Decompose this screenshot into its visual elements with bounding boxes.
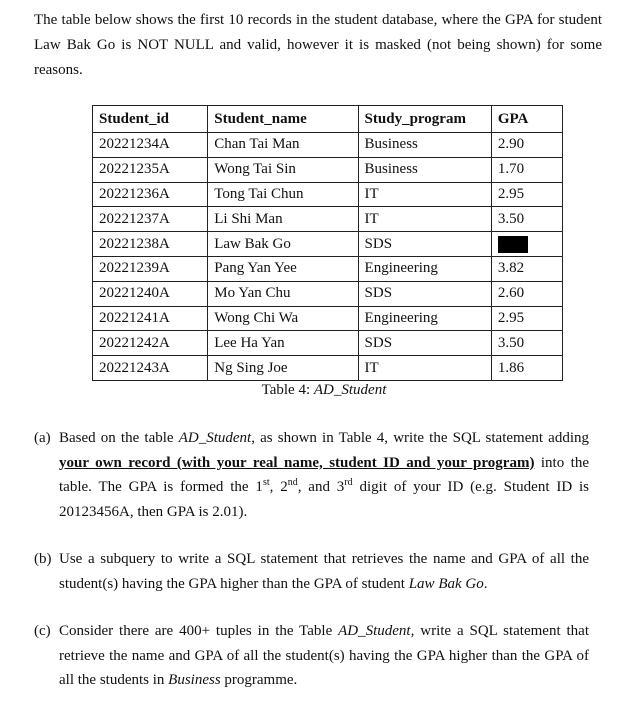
table-row (93, 256, 563, 281)
question-b-part: Use a subquery to write a SQL statement that retrieves the name and GPA of all the student(s) having the GPA higher than the GPA of student (59, 551, 589, 592)
table-header-row (93, 106, 563, 133)
table-row (93, 331, 563, 356)
header-gpa: GPA (491, 106, 562, 133)
cell-student-name: Ng Sing Joe (208, 356, 358, 381)
cell-student-id: 20221239A (93, 256, 208, 281)
cell-student-id: 20221240A (93, 281, 208, 306)
cell-study-program: Engineering (358, 306, 491, 331)
table-row (93, 232, 563, 257)
question-b-marker: (b) (34, 551, 52, 567)
cell-study-program: Engineering (358, 256, 491, 281)
cell-gpa: 3.50 (491, 207, 562, 232)
cell-gpa: 3.82 (491, 256, 562, 281)
cell-study-program: IT (358, 207, 491, 232)
superscript-rd: rd (344, 477, 353, 488)
table-row (93, 133, 563, 158)
header-student-name: Student_name (208, 106, 358, 133)
cell-student-name: Chan Tai Man (208, 133, 358, 158)
cell-student-id: 20221241A (93, 306, 208, 331)
cell-study-program: SDS (358, 232, 491, 257)
cell-gpa: 1.86 (491, 356, 562, 381)
table-row (93, 306, 563, 331)
question-c-marker: (c) (34, 623, 51, 639)
cell-student-id: 20221242A (93, 331, 208, 356)
cell-gpa: 2.90 (491, 133, 562, 158)
cell-gpa: 1.70 (491, 157, 562, 182)
cell-gpa: 2.95 (491, 182, 562, 207)
cell-student-name: Li Shi Man (208, 207, 358, 232)
table-row (93, 281, 563, 306)
table-caption (0, 380, 638, 400)
cell-student-name: Tong Tai Chun (208, 182, 358, 207)
question-b-text (59, 547, 589, 596)
cell-student-id: 20221238A (93, 232, 208, 257)
cell-student-name: Law Bak Go (208, 232, 358, 257)
cell-gpa: 3.50 (491, 331, 562, 356)
table-row (93, 182, 563, 207)
table-row (93, 157, 563, 182)
question-c-part: programme. (220, 672, 298, 688)
question-a-part: into the table. The GPA is formed the 1 (59, 454, 589, 495)
caption-prefix: Table 4: (261, 382, 314, 398)
question-c-part: write a SQL statement that retrieve the name and GPA of all the student(s) having the GPA higher than the GPA of all the students in (59, 623, 589, 688)
cell-study-program: SDS (358, 281, 491, 306)
cell-student-id: 20221234A (93, 133, 208, 158)
student-table (92, 105, 563, 381)
question-a-part: Based on the table (59, 430, 179, 446)
question-a-marker: (a) (34, 430, 51, 446)
table-row (93, 207, 563, 232)
question-a-part: digit of your ID (e.g. Student ID is 20123456A, then GPA is 2.01). (59, 479, 589, 520)
cell-gpa: 2.95 (491, 306, 562, 331)
cell-student-name: Pang Yan Yee (208, 256, 358, 281)
question-b-part: . (483, 575, 488, 592)
cell-student-id: 20221237A (93, 207, 208, 232)
question-a-part: , 2 (269, 479, 288, 495)
question-a-part: , as shown in Table 4, write the SQL statement adding (251, 430, 589, 446)
cell-gpa-masked (491, 232, 562, 257)
cell-student-name: Wong Tai Sin (208, 157, 358, 182)
question-b-student-name: Law Bak Go (408, 575, 484, 592)
question-a-table-name: AD_Student (178, 430, 252, 446)
question-b (34, 547, 589, 596)
cell-study-program: SDS (358, 331, 491, 356)
question-a-emphasis: your own record (with your real name, student ID and your program) (59, 454, 535, 471)
cell-study-program: IT (358, 182, 491, 207)
question-a-text (59, 426, 589, 524)
cell-gpa: 2.60 (491, 281, 562, 306)
superscript-st: st (262, 477, 270, 488)
cell-student-name: Wong Chi Wa (208, 306, 358, 331)
cell-student-id: 20221235A (93, 157, 208, 182)
question-a-part: , and 3 (297, 479, 345, 495)
header-student-id: Student_id (93, 106, 208, 133)
question-c (34, 619, 589, 693)
cell-student-id: 20221236A (93, 182, 208, 207)
cell-study-program: Business (358, 133, 491, 158)
cell-student-name: Mo Yan Chu (208, 281, 358, 306)
question-c-table-name: AD_Student, (338, 623, 415, 639)
table-row (93, 356, 563, 381)
cell-student-name: Lee Ha Yan (208, 331, 358, 356)
caption-table-name: AD_Student (313, 382, 387, 398)
cell-student-id: 20221243A (93, 356, 208, 381)
question-c-programme-name: Business (168, 672, 221, 688)
header-study-program: Study_program (358, 106, 491, 133)
question-c-part: Consider there are 400+ tuples in the Table (59, 623, 339, 639)
question-c-text (59, 619, 589, 693)
cell-study-program: IT (358, 356, 491, 381)
cell-study-program: Business (358, 157, 491, 182)
intro-paragraph: The table below shows the first 10 records in the student database, where the GPA for student Law Bak Go is NOT NULL and valid, however it is masked (not being shown) for some reasons. (34, 12, 602, 78)
masked-gpa-block (498, 236, 528, 253)
superscript-nd: nd (287, 477, 298, 488)
question-a (34, 426, 589, 524)
